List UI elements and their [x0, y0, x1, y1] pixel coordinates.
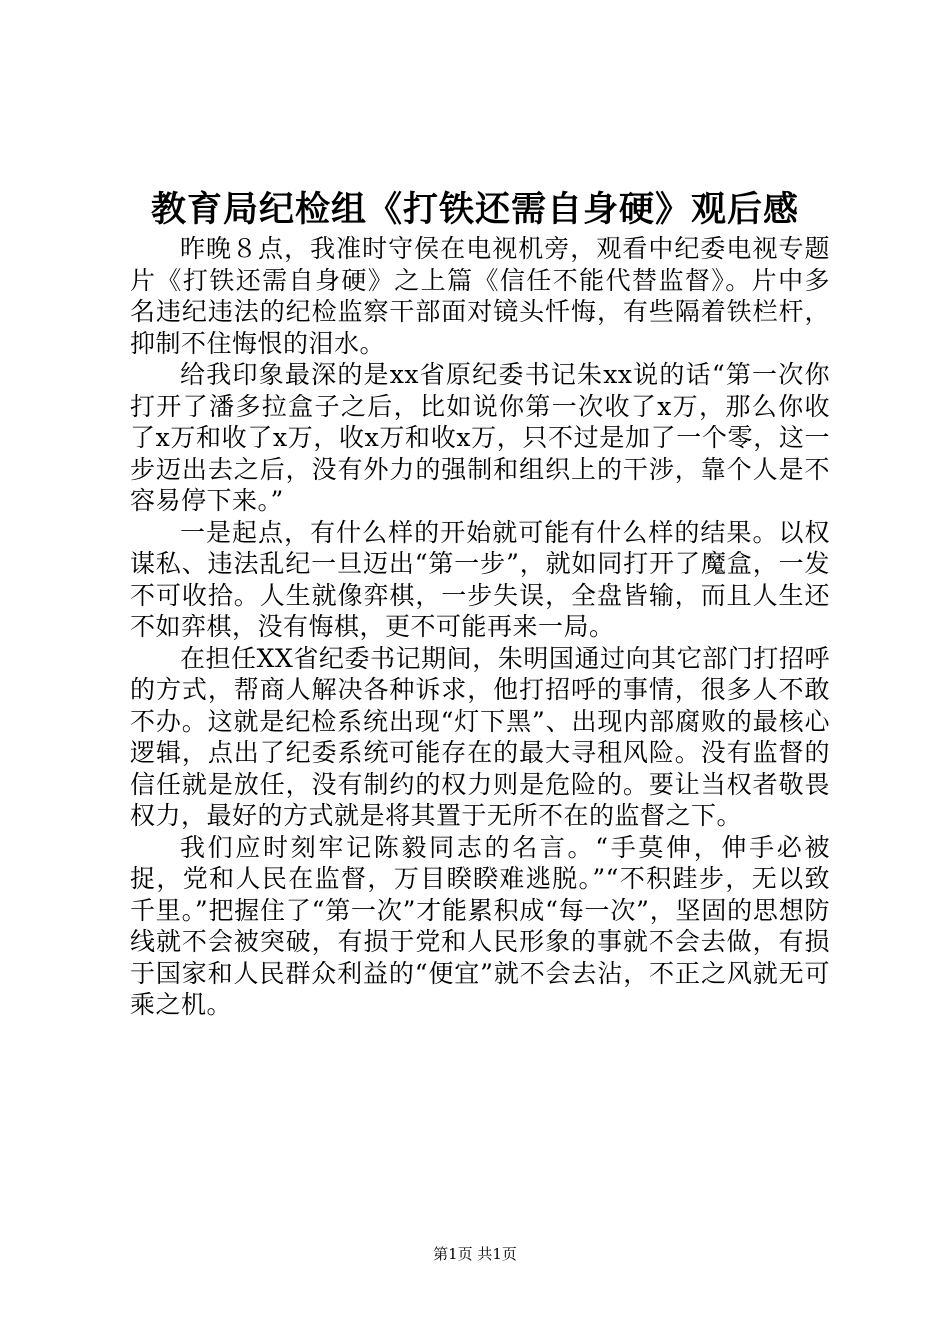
paragraph: 昨晚８点，我准时守侯在电视机旁，观看中纪委电视专题片《打铁还需自身硬》之上篇《信任不能代替监督》。片中多名违纪违法的纪检监察干部面对镜头忏悔，有些隔着铁栏杆，抑制不住悔恨的泪水。 — [130, 234, 830, 358]
document-title: 教育局纪检组《打铁还需自身硬》观后感 — [150, 189, 799, 230]
paragraph: 在担任XX省纪委书记期间，朱明国通过向其它部门打招呼的方式，帮商人解决各种诉求，他打招呼的事情，很多人不敢不办。这就是纪检系统出现“灯下黑”、出现内部腐败的最核心逻辑，点出了纪委系统可能存在的最大寻租风险。没有监督的信任就是放任，没有制约的权力则是危险的。要让当权者敬畏权力，最好的方式就是将其置于无所不在的监督之下。 — [130, 643, 830, 830]
paragraph: 我们应时刻牢记陈毅同志的名言。“手莫伸，伸手必被捉，党和人民在监督，万目睽睽难逃脱。”“不积跬步，无以致千里。”把握住了“第一次”才能累积成“每一次”，坚固的思想防线就不会被突破，有损于党和人民形象的事就不会去做，有损于国家和人民群众利益的“便宜”就不会去沾，不正之风就无可乘之机。 — [130, 832, 830, 1019]
paragraph: 一是起点，有什么样的开始就可能有什么样的结果。以权谋私、违法乱纪一旦迈出“第一步”，就如同打开了魔盒，一发不可收拾。人生就像弈棋，一步失误，全盘皆输，而且人生还不如弈棋，没有悔棋，更不可能再来一局。 — [130, 517, 830, 641]
paragraph: 给我印象最深的是xx省原纪委书记朱xx说的话“第一次你打开了潘多拉盒子之后，比如说你第一次收了x万，那么你收了x万和收了x万，收x万和收x万，只不过是加了一个零，这一步迈出去之后，没有外力的强制和组织上的干涉，靠个人是不容易停下来。” — [130, 360, 830, 515]
document-body — [130, 233, 830, 1021]
page-footer: 第1页 共1页 — [433, 1245, 517, 1263]
